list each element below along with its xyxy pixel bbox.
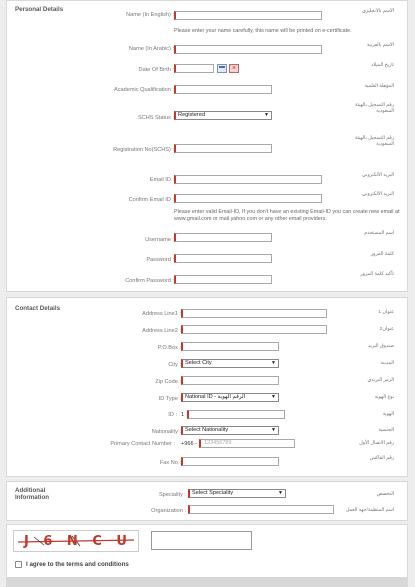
confirm-email-label: Confirm Email ID : (128, 197, 174, 203)
pobox-input[interactable] (181, 342, 279, 351)
bottom-bar (6, 578, 408, 587)
addr1-label: Address Line1 : (142, 311, 181, 317)
name-en-note: Please enter your name carefully, this name will be printed on e-certificate. (174, 28, 352, 34)
addr1-arabic-label: عنوان 1 (378, 310, 394, 315)
chevron-down-icon: ▼ (278, 490, 283, 496)
schs-status-label: SCHS Status : (137, 115, 174, 121)
confirm-password-arabic-label: تأكيد كلمة المرور (360, 272, 394, 277)
password-label: Password : (146, 257, 174, 263)
reg-no-input[interactable] (174, 144, 272, 153)
confirm-email-arabic-label: البريد الالكتروني (362, 192, 394, 197)
clear-date-icon[interactable]: × (229, 64, 239, 73)
chevron-down-icon: ▼ (271, 394, 276, 400)
city-arabic-label: المدينة (380, 361, 394, 366)
password-arabic-label: كلمة المرور (370, 252, 394, 257)
speciality-select[interactable] (188, 489, 286, 498)
username-input[interactable] (174, 233, 272, 242)
dob-input[interactable] (174, 64, 214, 73)
calendar-icon[interactable] (217, 64, 227, 73)
name-ar-arabic-label: الاسم بالعربية (366, 43, 394, 48)
addr1-input[interactable] (181, 309, 327, 318)
name-ar-label: Name (In Arabic) : (128, 46, 174, 52)
fax-arabic-label: رقم الفاكس (369, 456, 394, 461)
personal-details-section (6, 0, 408, 292)
phone-input[interactable] (199, 439, 295, 448)
pobox-label: P.O.Box : (157, 345, 181, 351)
reg-no-label: Registration No(SCHS) : (113, 147, 174, 153)
section-title-contact: Contact Details (15, 305, 61, 312)
id-input[interactable] (187, 410, 285, 419)
id-type-label: ID Type : (158, 396, 181, 402)
speciality-label: Speciality : (158, 492, 186, 498)
fax-label: Fax No : (159, 460, 181, 466)
captcha-image (13, 530, 139, 552)
username-label: Username : (145, 237, 174, 243)
organization-input[interactable] (188, 505, 334, 514)
speciality-value: Select Speciality (192, 490, 234, 496)
captcha-text: J 6 N C U (24, 534, 132, 549)
dob-arabic-label: تاريخ الميلاد (371, 63, 394, 68)
phone-arabic-label: رقم الاتصال الأول (359, 441, 394, 446)
confirm-password-label: Confirm Password : (125, 278, 174, 284)
id-type-value: National ID - الرقم الهوية (185, 394, 246, 400)
username-arabic-label: اسم المستخدم (364, 231, 394, 236)
name-ar-input[interactable] (174, 45, 322, 54)
organization-arabic-label: اسم المنظمة/جهة العمل (345, 508, 394, 513)
terms-checkbox[interactable] (15, 561, 22, 568)
phone-label: Primary Contact Number : (110, 441, 175, 447)
reg-no-arabic-label: رقم التسجيل بالهيئة السعودية (354, 136, 394, 147)
chevron-down-icon: ▼ (271, 360, 276, 366)
contact-details-section (6, 297, 408, 477)
name-en-arabic-label: الاسم بالانجليزي (361, 9, 394, 14)
organization-label: Organization : (151, 508, 186, 514)
id-arabic-label: الهوية (382, 412, 394, 417)
academic-arabic-label: المؤهلة العلمية (364, 84, 394, 89)
confirm-password-input[interactable] (174, 275, 272, 284)
nationality-arabic-label: الجنسية (378, 428, 394, 433)
name-en-label: Name (In English) : (126, 12, 174, 18)
id-type-select[interactable] (181, 393, 279, 402)
zip-arabic-label: الرمز البريدي (367, 378, 394, 383)
addr2-label: Address Line2 : (142, 328, 181, 334)
email-input[interactable] (174, 175, 322, 184)
nationality-value: Select Nationality (185, 427, 229, 433)
captcha-section (6, 524, 408, 578)
speciality-arabic-label: التخصص (376, 492, 394, 497)
id-type-arabic-label: نوع الهوية (374, 395, 394, 400)
pobox-arabic-label: صندوق البريد (367, 344, 394, 349)
email-note: Please enter valid Email-ID, If you don't have an existing Email-ID you can create new email at www.gmail.com or mail.yahoo.com or any other email providers. (174, 209, 400, 222)
dob-label: Date Of Birth : (138, 67, 174, 73)
nationality-label: Nationality : (151, 429, 181, 435)
addr2-input[interactable] (181, 325, 327, 334)
city-value: Select City (185, 360, 212, 366)
additional-info-section (6, 481, 408, 521)
zip-input[interactable] (181, 376, 279, 385)
id-prefix: 1 (181, 412, 185, 418)
zip-label: Zip Code : (155, 379, 181, 385)
nationality-select[interactable] (181, 426, 279, 435)
confirm-email-input[interactable] (174, 194, 322, 203)
terms-label: I agree to the terms and conditions (26, 561, 129, 568)
chevron-down-icon: ▼ (264, 112, 269, 118)
email-label: Email ID : (149, 177, 174, 183)
city-select[interactable] (181, 359, 279, 368)
addr2-arabic-label: عنوان2 (379, 327, 394, 332)
schs-status-arabic-label: رقم التسجيل بالهيئة السعودية (354, 103, 394, 114)
chevron-down-icon: ▼ (271, 427, 276, 433)
email-arabic-label: البريد الالكتروني (362, 173, 394, 178)
phone-prefix: +966 - (181, 441, 198, 447)
id-label: ID : (168, 412, 177, 418)
city-label: City : (168, 362, 181, 368)
academic-input[interactable] (174, 85, 272, 94)
academic-label: Academic Qualification : (113, 87, 174, 93)
schs-status-value: Registered (178, 112, 206, 118)
password-input[interactable] (174, 254, 272, 263)
section-title-personal: Personal Details (15, 6, 64, 13)
phone-placeholder: 123456789 (204, 440, 232, 446)
fax-input[interactable] (181, 457, 279, 466)
schs-status-select[interactable] (174, 111, 272, 120)
section-title-additional: Additional Information (15, 487, 50, 501)
captcha-input[interactable] (151, 531, 252, 550)
name-en-input[interactable] (174, 11, 322, 20)
